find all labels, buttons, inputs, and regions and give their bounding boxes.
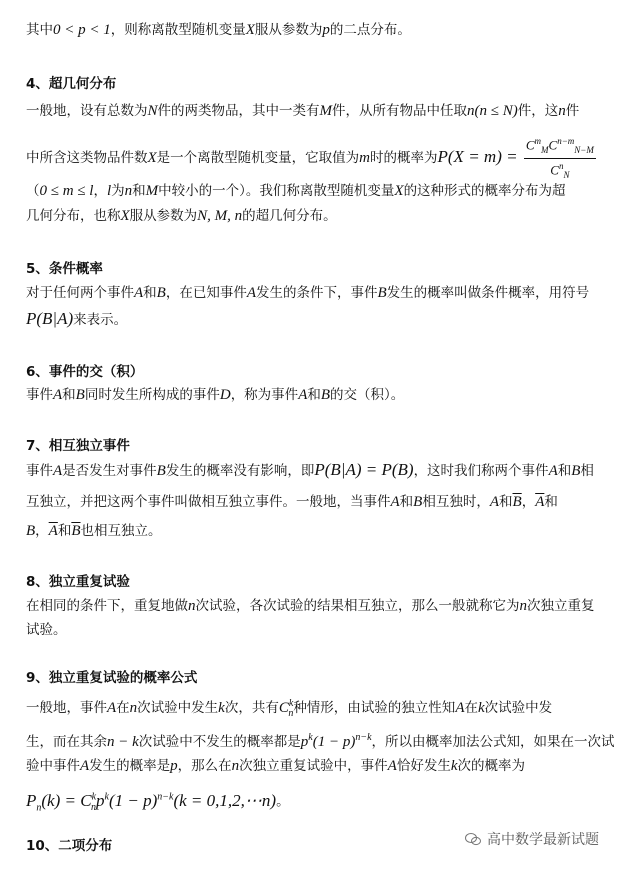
heading-repeated-trial-formula: 9、独立重复试验的概率公式: [26, 670, 198, 686]
text: ，: [521, 494, 536, 510]
paragraph-line: [26, 492, 603, 512]
paragraph-line: [26, 756, 603, 776]
math-combination: $C^k_n$: [278, 698, 294, 719]
text: 互独立，并把这两个事件叫做相互独立事件。一般地，当事件: [26, 494, 391, 510]
math: X: [120, 208, 130, 224]
math: X: [147, 149, 157, 166]
text: 的超几何分布。: [242, 208, 337, 224]
text: 相互独时，: [422, 494, 490, 510]
text: 事件: [26, 387, 53, 403]
math: A: [134, 285, 144, 301]
text: 和: [132, 183, 146, 199]
fraction-numerator: $C^m_MC^{n-m}_{N-M}$: [524, 134, 596, 159]
fraction-denominator: $C^n_N$: [550, 160, 570, 180]
text: 为: [111, 183, 125, 199]
paragraph-line: [26, 101, 603, 121]
math: P(B|A) = P(B): [314, 460, 414, 479]
text: 次独立重复试验中，事件: [239, 758, 388, 774]
text: 是一个离散型随机变量，它取值为: [156, 149, 360, 166]
text: 验中事件: [26, 758, 80, 774]
text: ，所以由概率加法公式知，如果在一次试: [371, 734, 615, 750]
math: A: [548, 463, 558, 479]
text: 和: [399, 494, 414, 510]
math: A: [390, 494, 400, 510]
math: k: [218, 700, 225, 716]
text: 的二点分布。: [329, 22, 411, 38]
math: A: [107, 700, 117, 716]
text: 和: [62, 387, 76, 403]
hypergeometric-fraction: [524, 134, 596, 183]
text: ，那么在: [177, 758, 232, 774]
text: 件，这: [517, 103, 559, 119]
math-complement: $\overline{A}$: [48, 523, 58, 539]
binomial-formula: [26, 787, 603, 818]
text: 对于任何两个事件: [26, 285, 134, 301]
math: l: [106, 183, 112, 199]
math-probability: $p^k(1 - p)^{n-k}$: [300, 732, 372, 750]
math: k: [450, 758, 458, 774]
text: 和: [307, 387, 321, 403]
math: B: [156, 285, 166, 301]
text: ，: [93, 183, 107, 199]
text: 次的概率为: [457, 758, 526, 774]
math: X: [394, 183, 404, 199]
text: 同时发生所构成的事件: [84, 387, 220, 403]
text: ，: [35, 523, 49, 539]
math: M: [319, 103, 333, 119]
text: 和: [143, 285, 157, 301]
math: n − k: [107, 734, 139, 750]
math: n: [519, 598, 527, 614]
text: 一般地，设有总数为: [26, 103, 148, 119]
paragraph-line: [26, 283, 603, 303]
text: 服从参数为: [254, 22, 323, 38]
math: A: [53, 387, 63, 403]
text: 发生的概率没有影响，即: [165, 463, 315, 479]
paragraph-line: [26, 206, 603, 226]
math-complement: $\overline{A}$: [535, 494, 545, 510]
text: 生，而在其余: [26, 734, 107, 750]
math: n: [124, 183, 133, 199]
text: 发生的条件下，事件: [256, 285, 378, 301]
text: 和: [544, 494, 558, 510]
text: 也相互独立。: [80, 523, 162, 539]
text: 来表示。: [73, 312, 128, 328]
text: 试验。: [26, 622, 67, 638]
text: 件，从所有物品中任取: [332, 103, 468, 119]
text: （: [26, 183, 40, 199]
math: B: [377, 285, 387, 301]
math: M: [145, 183, 159, 199]
text: ，这时我们称两个事件: [413, 463, 549, 479]
paragraph-line: [26, 596, 603, 616]
math-formula: $P_n(k) = C^k_np^k(1 - p)^{n-k}(k$ = 0,1,2,⋯n): [26, 790, 277, 814]
watermark: [465, 829, 599, 849]
paragraph-line: [26, 309, 603, 330]
text: 和: [499, 494, 513, 510]
text: 发生的概率是: [89, 758, 171, 774]
text: 次，共有: [224, 700, 279, 716]
math: N, M, n: [197, 208, 243, 224]
math: A: [80, 758, 90, 774]
math: n: [129, 700, 138, 716]
paragraph-line: [26, 694, 603, 724]
math: A: [387, 758, 397, 774]
math: m: [359, 149, 371, 166]
math: B: [26, 523, 36, 539]
heading-repeated-trials: 8、独立重复试验: [26, 574, 130, 590]
math: n: [188, 598, 196, 614]
chat-bubble-icon: [465, 832, 481, 846]
math-complement: $\overline{B}$: [71, 523, 81, 539]
math: B: [75, 387, 85, 403]
text: 一般地，事件: [26, 700, 107, 716]
heading-hypergeometric: 4、超几何分布: [26, 76, 117, 92]
heading-binomial-distribution: 10、二项分布: [26, 838, 113, 854]
text: 发生的概率叫做条件概率，用符号: [386, 285, 590, 301]
text: 种情形，由试验的独立性知: [293, 700, 456, 716]
math: k: [477, 700, 485, 716]
text: 的这种形式的概率分布为超: [403, 183, 566, 199]
text: 件的两类物品，其中一类有: [157, 103, 320, 119]
math: B: [571, 463, 581, 479]
paragraph-line: [26, 728, 615, 752]
paragraph-line: [26, 385, 603, 405]
text: 在: [116, 700, 130, 716]
math: X: [245, 22, 255, 38]
math-complement: $\overline{B}$: [512, 494, 522, 510]
text: 是否发生对事件: [62, 463, 157, 479]
text: 和: [57, 523, 72, 539]
math: N: [147, 103, 158, 119]
text: 次试验中发: [484, 700, 553, 716]
math: p: [170, 758, 178, 774]
math: n: [558, 103, 566, 119]
text: 和: [557, 463, 572, 479]
text: ，在已知事件: [165, 285, 247, 301]
watermark-text: 高中数学最新试题: [487, 832, 599, 848]
math: P(B|A): [26, 309, 74, 328]
text: ，称为事件: [230, 387, 299, 403]
paragraph-line: [26, 181, 603, 201]
heading-intersection: 6、事件的交（积）: [26, 364, 144, 380]
text: 恰好发生: [396, 758, 451, 774]
text: 时的概率为: [370, 149, 438, 166]
paragraph-line: [26, 134, 603, 183]
math: B: [156, 463, 166, 479]
math: P(X = m) =: [437, 146, 518, 166]
paragraph-line: [26, 521, 603, 541]
text: 相: [580, 463, 594, 479]
math: A: [246, 285, 257, 301]
heading-independent-events: 7、相互独立事件: [26, 438, 130, 454]
math: 0 < p < 1: [53, 22, 111, 38]
text: 的交（积）。: [330, 387, 405, 403]
math: A: [489, 494, 500, 510]
text: 几何分布，也称: [26, 208, 121, 224]
text: 次试验，各次试验的结果相互独立，那么一般就称它为: [195, 598, 520, 614]
math: n: [231, 758, 240, 774]
math: p: [322, 22, 330, 38]
heading-conditional-probability: 5、条件概率: [26, 261, 103, 277]
text: 在相同的条件下，重复地做: [26, 598, 188, 614]
math: D: [219, 387, 231, 403]
paragraph-line: [26, 620, 603, 640]
math: B: [320, 387, 331, 403]
paragraph-two-point: [26, 20, 603, 40]
text: 事件: [26, 463, 53, 479]
math: A: [298, 387, 308, 403]
text: 服从参数为: [129, 208, 198, 224]
math: A: [53, 463, 63, 479]
text: 中较小的一个）。我们称离散型随机变量: [158, 183, 395, 199]
math: A: [455, 700, 465, 716]
text: 。: [276, 793, 290, 810]
text: 件: [565, 103, 580, 119]
text: 其中: [26, 22, 53, 38]
text: 中所含这类物品件数: [26, 149, 148, 166]
text: ，则称离散型随机变量: [110, 22, 246, 38]
paragraph-line: [26, 460, 603, 481]
text: 次试验中发生: [137, 700, 219, 716]
math: B: [413, 494, 423, 510]
text: 在: [464, 700, 478, 716]
math: 0 ≤ m ≤ l: [39, 183, 94, 199]
text: 次试验中不发生的概率都是: [138, 734, 301, 750]
math: n(n ≤ N): [467, 103, 518, 119]
text: 次独立重复: [527, 598, 595, 614]
